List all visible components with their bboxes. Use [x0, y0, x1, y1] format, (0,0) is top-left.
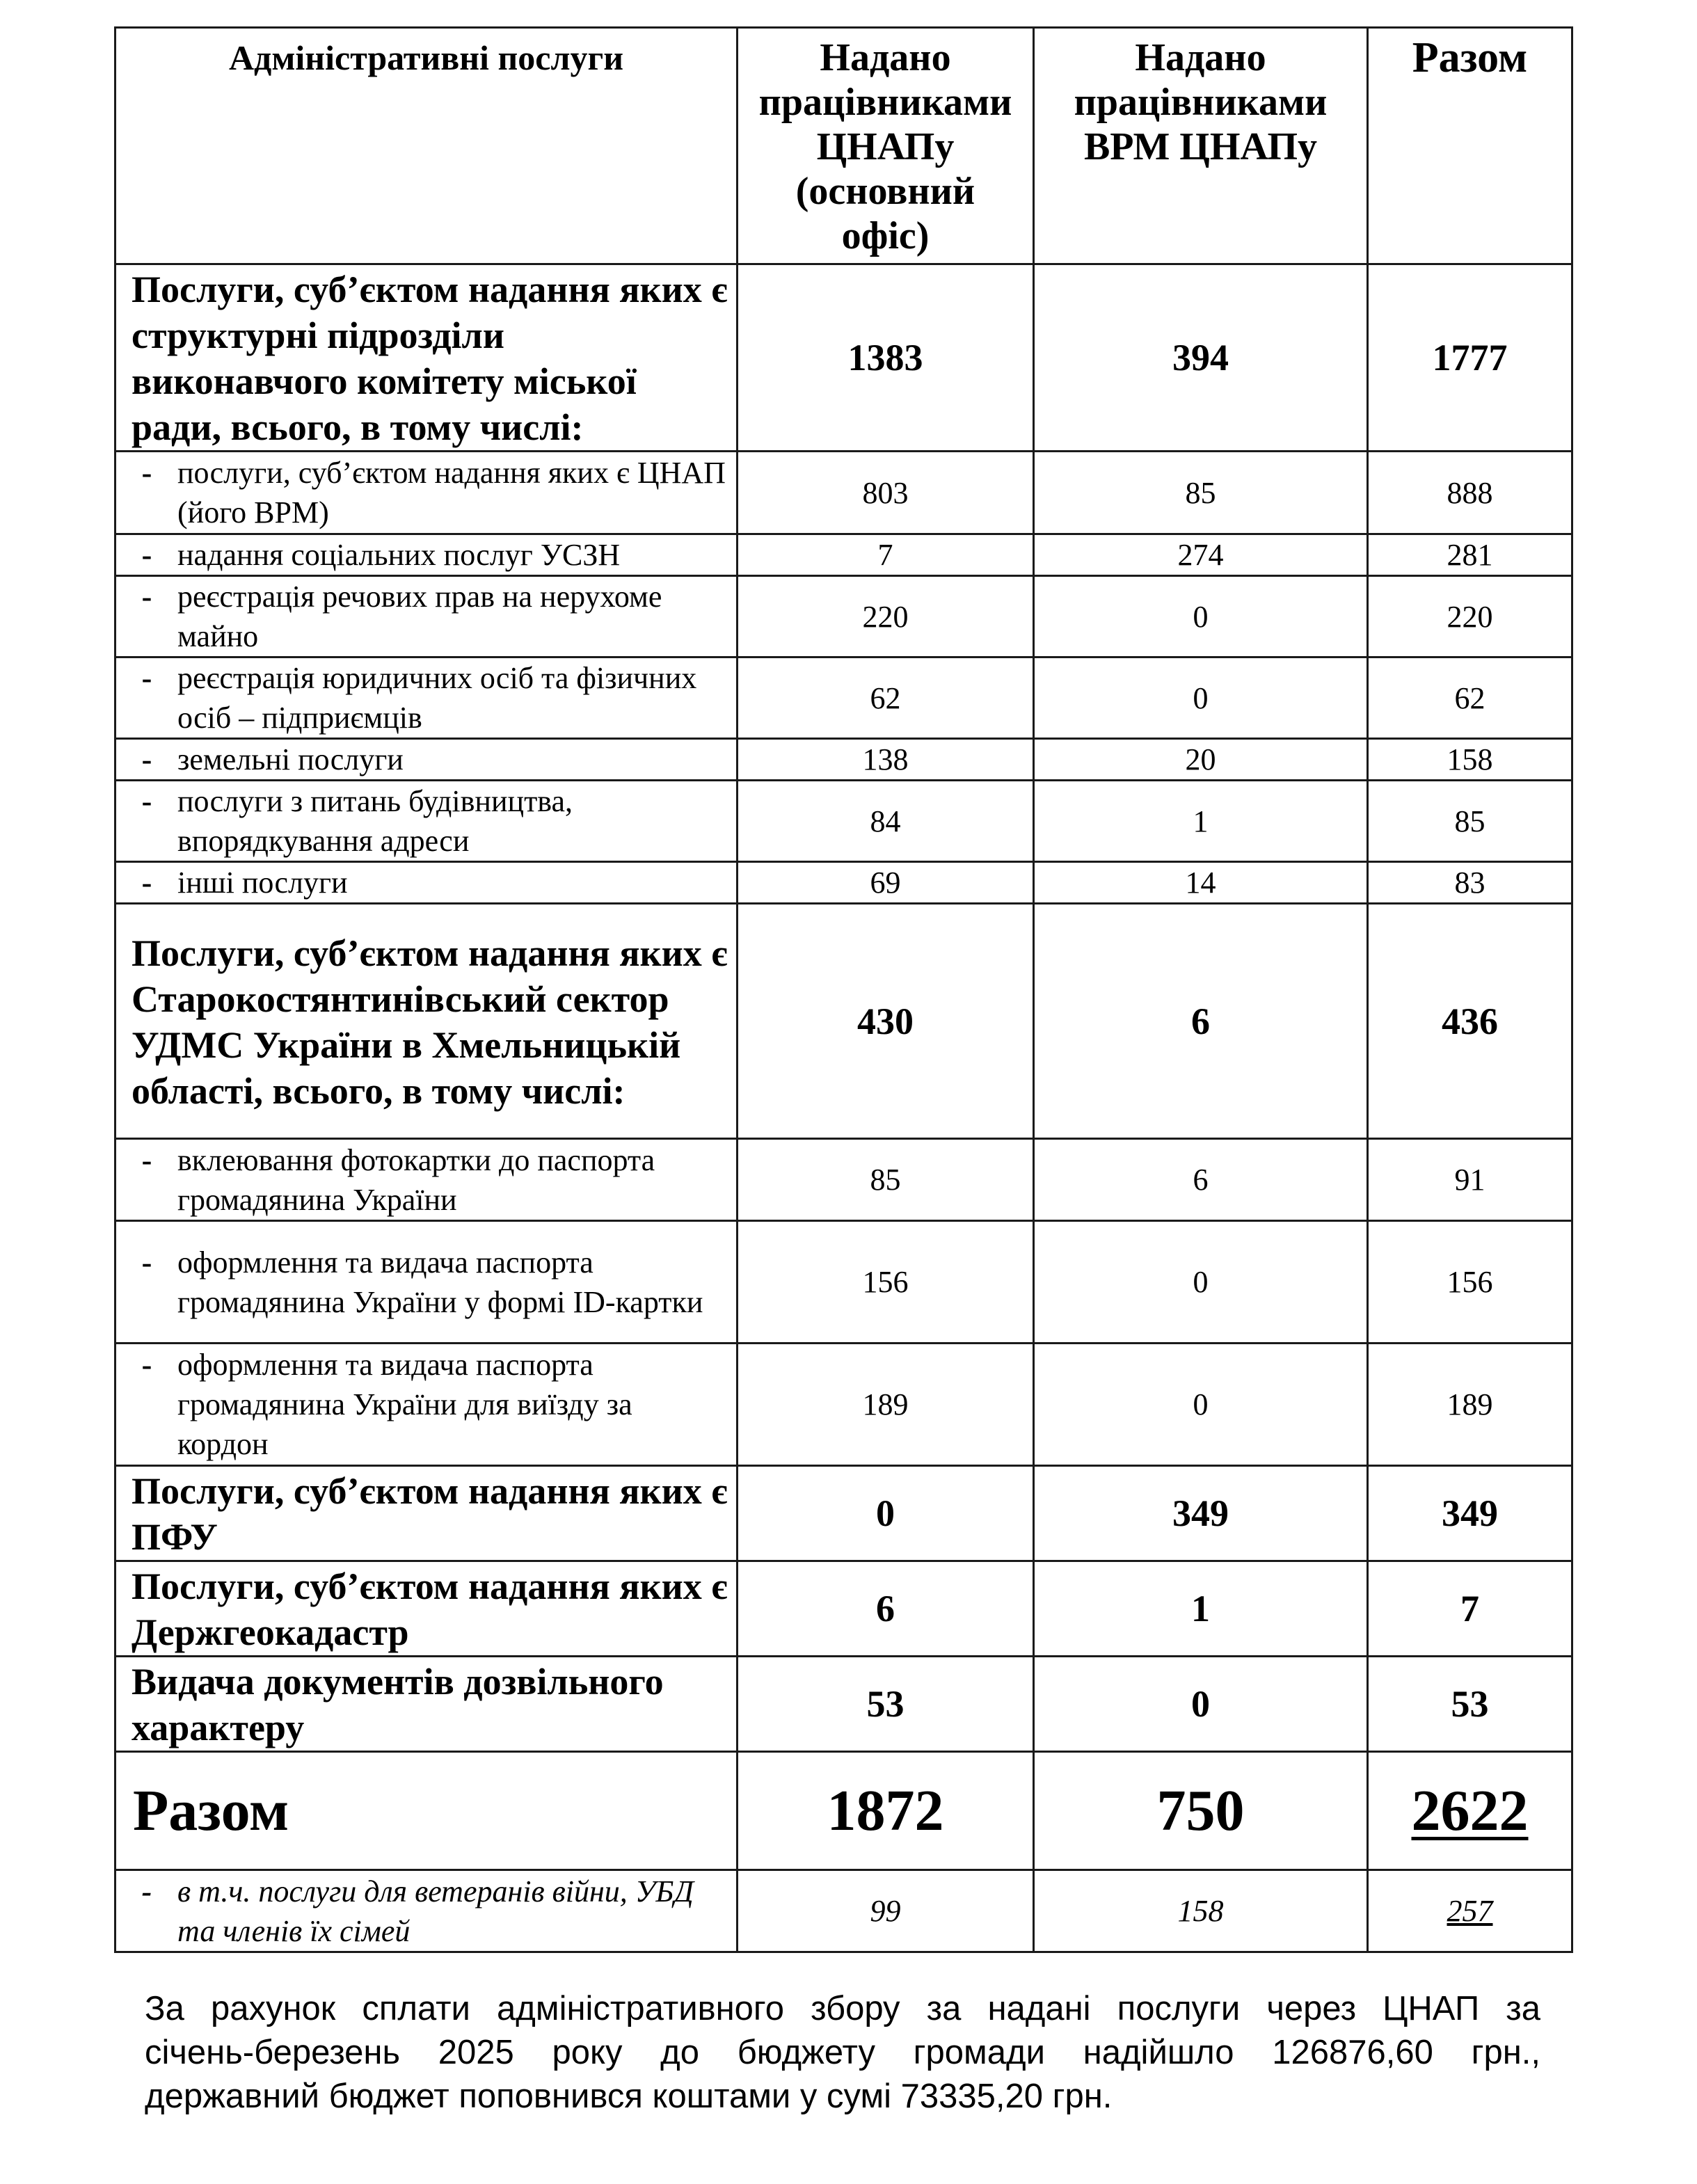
dash: -: [141, 866, 152, 900]
value-vrm: 0: [1034, 1221, 1368, 1344]
value-total: 158: [1368, 739, 1572, 781]
grand-total-label: Разом: [115, 1752, 738, 1870]
dash: -: [141, 661, 152, 695]
value-vrm: 349: [1034, 1466, 1368, 1561]
grand-total-main: 1872: [738, 1752, 1034, 1870]
value-total: 436: [1368, 904, 1572, 1139]
dash: -: [141, 742, 152, 776]
group-label: Послуги, суб’єктом надання яких є структурні підрозділи виконавчого комітету міської ради, всього, в тому числі:: [115, 264, 738, 452]
dash: -: [141, 1874, 152, 1908]
value-vrm: 0: [1034, 657, 1368, 739]
value-main: 69: [738, 862, 1034, 904]
grand-total-total: 2622: [1368, 1752, 1572, 1870]
value-main: 430: [738, 904, 1034, 1139]
value-main: 53: [738, 1657, 1034, 1752]
table-row: [115, 739, 1572, 781]
value-total: 888: [1368, 452, 1572, 534]
table-row: [115, 657, 1572, 739]
value-total: 220: [1368, 576, 1572, 657]
fee-note-paragraph: [145, 1987, 1540, 2119]
group-row: [115, 1561, 1572, 1657]
value-total: 189: [1368, 1344, 1572, 1466]
item-label: оформлення та видача паспорта громадянина України для виїзду за кордон: [177, 1348, 632, 1461]
dash: -: [141, 456, 152, 490]
value-vrm: 0: [1034, 576, 1368, 657]
value-main: 189: [738, 1344, 1034, 1466]
value-vrm: 6: [1034, 904, 1368, 1139]
veterans-vrm: 158: [1034, 1870, 1368, 1952]
item-label: інші послуги: [177, 866, 348, 900]
value-total: 62: [1368, 657, 1572, 739]
value-total: 83: [1368, 862, 1572, 904]
dash: -: [141, 1142, 152, 1177]
value-main: 1383: [738, 264, 1034, 452]
value-main: 138: [738, 739, 1034, 781]
value-vrm: 0: [1034, 1344, 1368, 1466]
header-row: [115, 28, 1572, 264]
group-row: [115, 264, 1572, 452]
value-total: 349: [1368, 1466, 1572, 1561]
value-vrm: 0: [1034, 1657, 1368, 1752]
note-line: За рахунок сплати адміністративного збору за надані послуги через ЦНАП за: [145, 1990, 1540, 2027]
value-total: 85: [1368, 781, 1572, 862]
note-line: січень-березень 2025 року до бюджету громади надійшло 126876,60 грн.,: [145, 2034, 1540, 2071]
dash: -: [141, 784, 152, 818]
group-label: Видача документів дозвільного характеру: [115, 1657, 738, 1752]
value-main: 803: [738, 452, 1034, 534]
value-total: 53: [1368, 1657, 1572, 1752]
note-line: державний бюджет поповнився коштами у сумі 73335,20 грн.: [145, 2078, 1113, 2115]
item-label: вклеювання фотокартки до паспорта громадянина України: [177, 1142, 655, 1217]
item-label: реєстрація речових прав на нерухоме майно: [177, 580, 662, 653]
veterans-total: 257: [1368, 1870, 1572, 1952]
value-total: 1777: [1368, 264, 1572, 452]
veterans-label: в т.ч. послуги для ветеранів війни, УБД та членів їх сімей: [177, 1874, 694, 1948]
value-main: 6: [738, 1561, 1034, 1657]
table-row: [115, 576, 1572, 657]
table-row: [115, 1344, 1572, 1466]
value-vrm: 20: [1034, 739, 1368, 781]
value-vrm: 85: [1034, 452, 1368, 534]
item-label: реєстрація юридичних осіб та фізичних осіб – підприємців: [177, 661, 697, 735]
header-vrm: Надано працівниками ВРМ ЦНАПу: [1034, 28, 1368, 264]
value-main: 156: [738, 1221, 1034, 1344]
value-total: 7: [1368, 1561, 1572, 1657]
table-row: [115, 1221, 1572, 1344]
item-label: оформлення та видача паспорта громадянина України у формі ID-картки: [177, 1245, 703, 1319]
value-total: 281: [1368, 534, 1572, 576]
table-row: [115, 534, 1572, 576]
value-vrm: 14: [1034, 862, 1368, 904]
value-total: 156: [1368, 1221, 1572, 1344]
value-vrm: 6: [1034, 1139, 1368, 1221]
dash: -: [141, 580, 152, 614]
item-label: земельні послуги: [177, 742, 404, 776]
group-label: Послуги, суб’єктом надання яких є Старокостянтинівський сектор УДМС України в Хмельницькій області, всього, в тому числі:: [115, 904, 738, 1139]
header-total: Разом: [1368, 28, 1572, 264]
value-vrm: 1: [1034, 781, 1368, 862]
dash: -: [141, 1348, 152, 1382]
table-row: [115, 781, 1572, 862]
table-row: [115, 452, 1572, 534]
table-row: [115, 862, 1572, 904]
value-vrm: 1: [1034, 1561, 1368, 1657]
item-label: надання соціальних послуг УСЗН: [177, 538, 621, 572]
table-row: [115, 1139, 1572, 1221]
group-row: [115, 1657, 1572, 1752]
services-report-table: [114, 26, 1573, 1953]
grand-total-row: [115, 1752, 1572, 1870]
value-vrm: 274: [1034, 534, 1368, 576]
veterans-main: 99: [738, 1870, 1034, 1952]
value-main: 85: [738, 1139, 1034, 1221]
value-main: 7: [738, 534, 1034, 576]
veterans-row: [115, 1870, 1572, 1952]
value-vrm: 394: [1034, 264, 1368, 452]
value-main: 62: [738, 657, 1034, 739]
dash: -: [141, 538, 152, 572]
group-label: Послуги, суб’єктом надання яких є Держгеокадастр: [115, 1561, 738, 1657]
group-row: [115, 904, 1572, 1139]
value-main: 84: [738, 781, 1034, 862]
group-row: [115, 1466, 1572, 1561]
group-label: Послуги, суб’єктом надання яких є ПФУ: [115, 1466, 738, 1561]
value-main: 220: [738, 576, 1034, 657]
item-label: послуги, суб’єктом надання яких є ЦНАП (його ВРМ): [177, 456, 726, 529]
header-services: Адміністративні послуги: [115, 28, 738, 264]
dash: -: [141, 1245, 152, 1280]
header-main-office: Надано працівниками ЦНАПу (основний офіс): [738, 28, 1034, 264]
value-total: 91: [1368, 1139, 1572, 1221]
grand-total-vrm: 750: [1034, 1752, 1368, 1870]
value-main: 0: [738, 1466, 1034, 1561]
item-label: послуги з питань будівництва, впорядкування адреси: [177, 784, 573, 858]
